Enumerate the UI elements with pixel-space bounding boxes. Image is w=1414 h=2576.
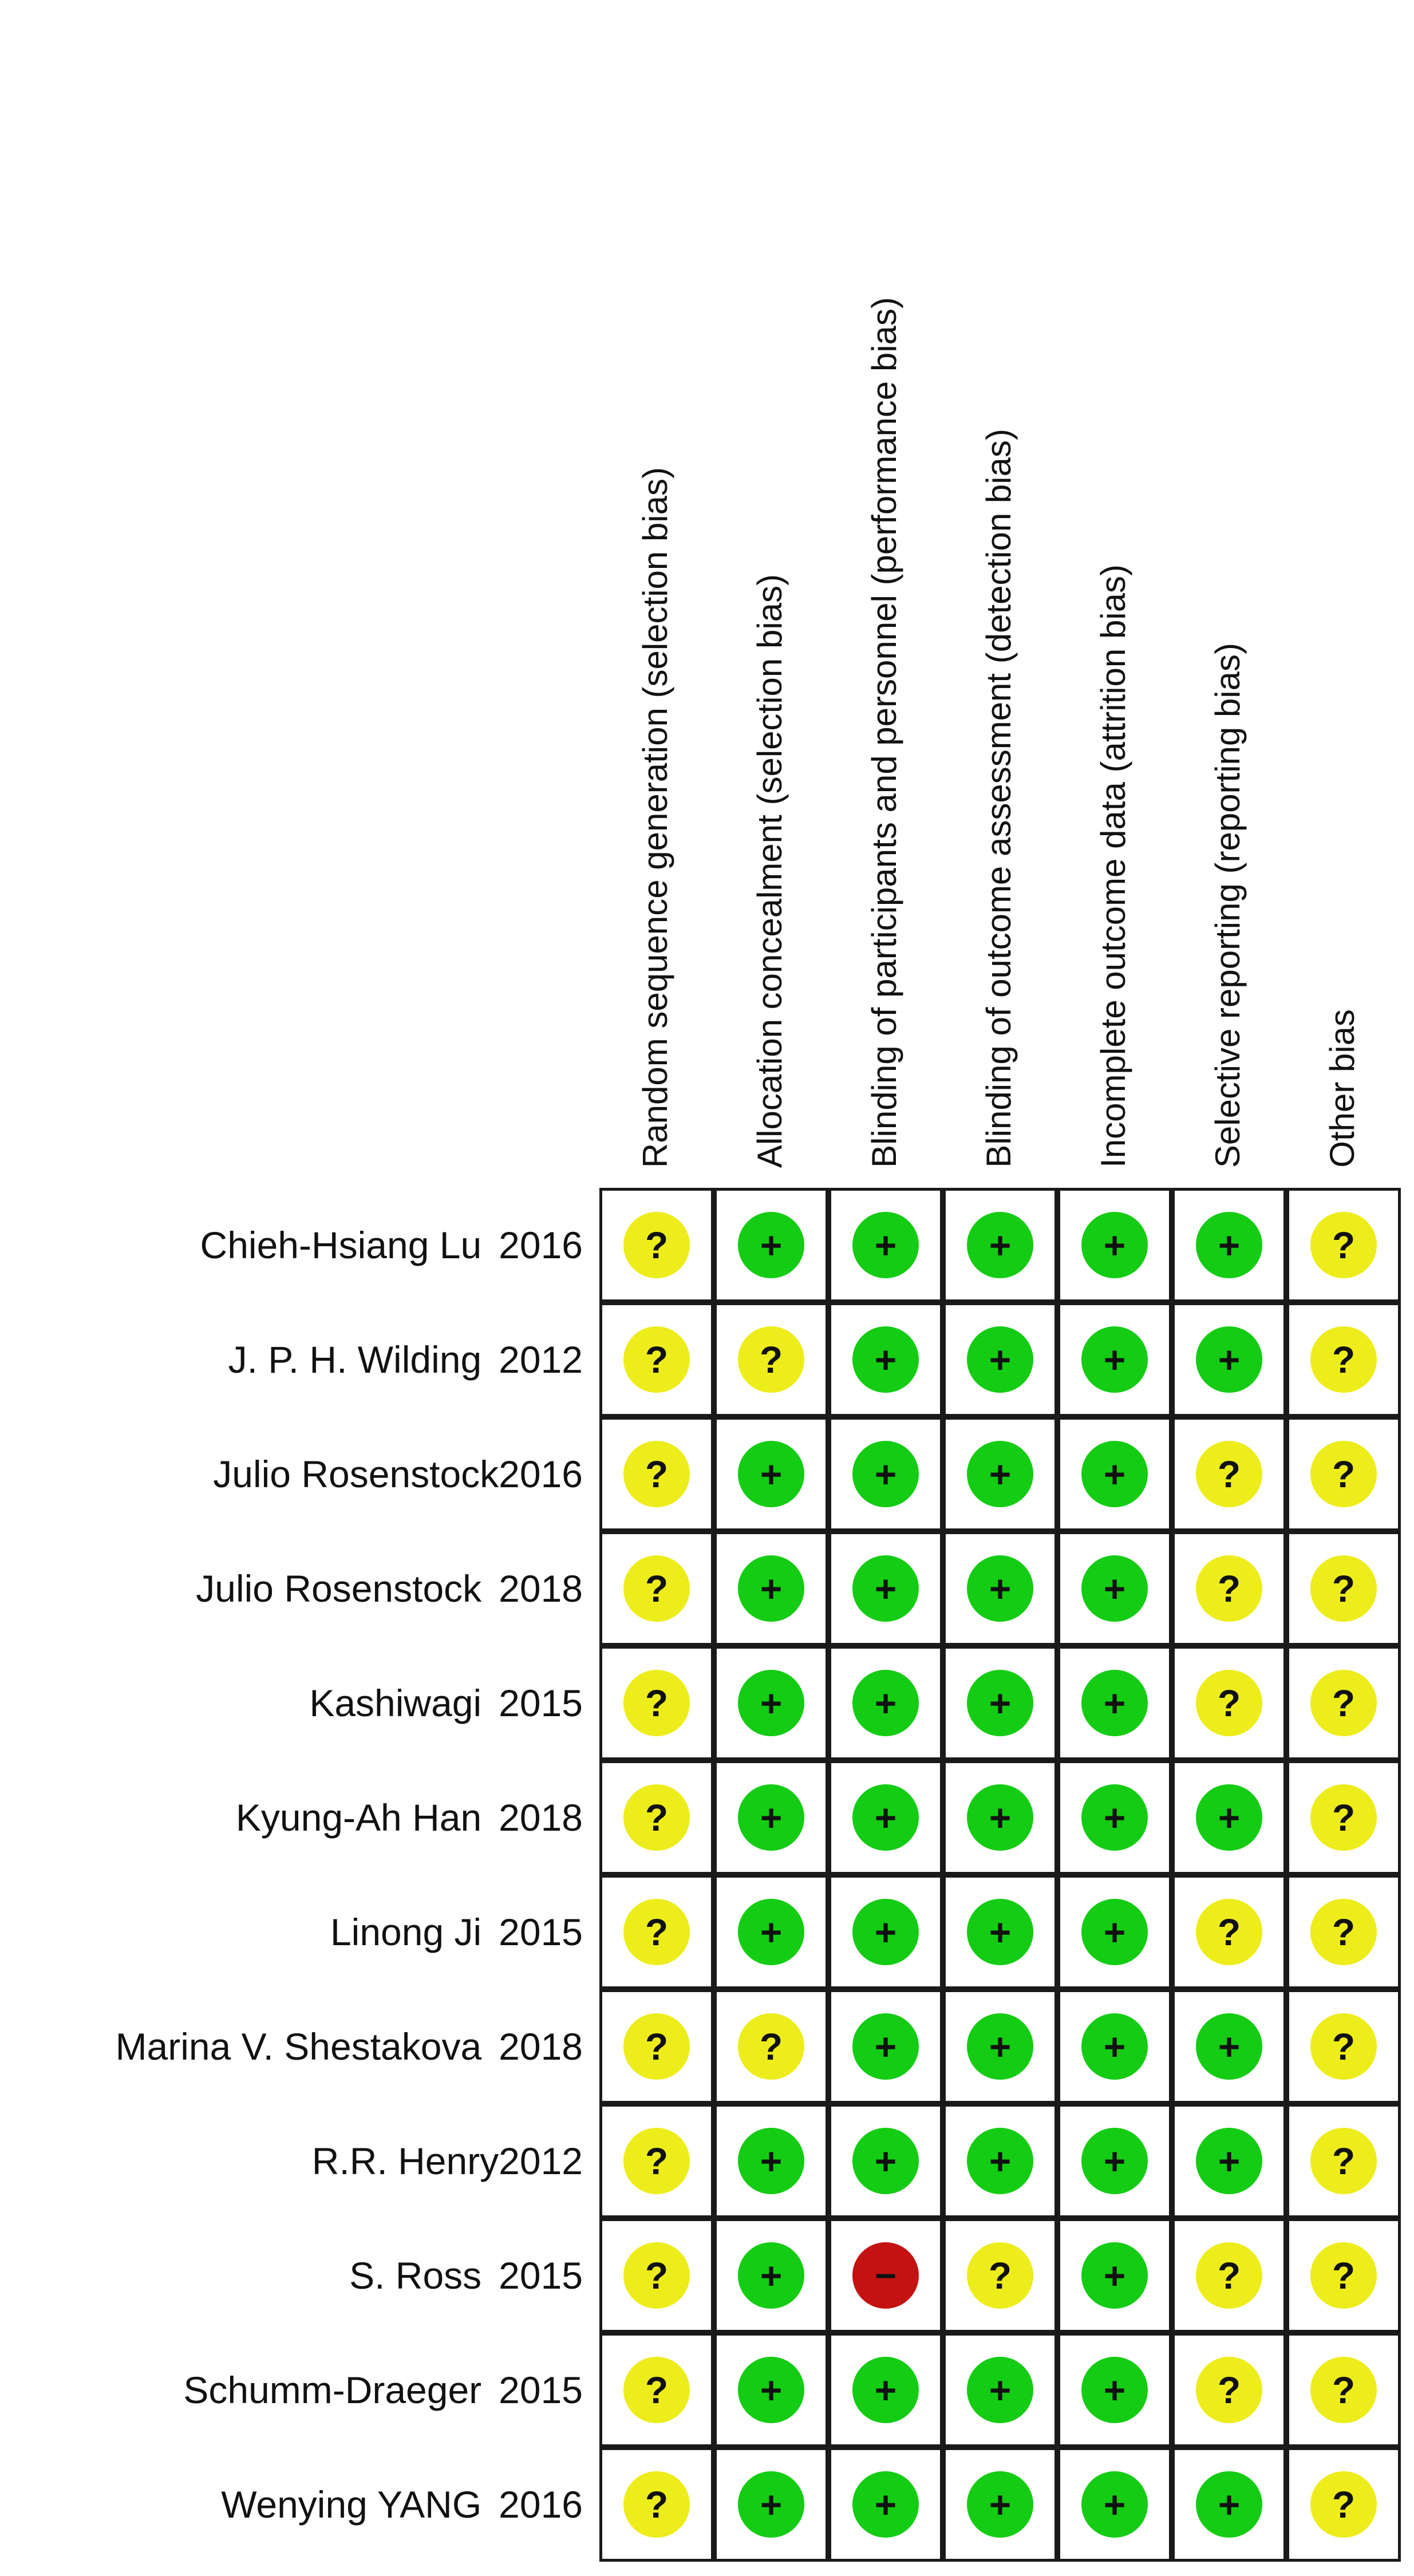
low-risk-marker: +: [967, 1555, 1033, 1622]
grid-cell: [1286, 2218, 1401, 2333]
study-year: 2015: [499, 2369, 583, 2411]
grid-cell: [828, 1646, 943, 1760]
grid-cell: [1057, 1760, 1172, 1875]
study-year: 2016: [499, 1224, 583, 1266]
grid-cell: [1057, 1875, 1172, 1989]
low-risk-marker: +: [967, 2471, 1033, 2538]
grid-cell: [1057, 1302, 1172, 1417]
low-risk-marker: +: [967, 2013, 1033, 2080]
grid-cell: [1057, 2447, 1172, 2562]
grid-cell: [1286, 1302, 1401, 1417]
grid-cell: [1286, 1875, 1401, 1989]
unclear-risk-marker: ?: [967, 2242, 1033, 2309]
unclear-risk-marker: ?: [1310, 1212, 1377, 1278]
study-author: Julio Rosenstock: [196, 1567, 482, 1610]
grid-cell: [1286, 2104, 1401, 2218]
low-risk-marker: +: [1196, 2471, 1262, 2538]
unclear-risk-marker: ?: [1196, 2357, 1262, 2423]
grid-cell: [1286, 1646, 1401, 1760]
grid-cell: [828, 1760, 943, 1875]
low-risk-marker: +: [738, 2471, 804, 2538]
unclear-risk-marker: ?: [623, 2242, 690, 2309]
grid-cell: [599, 1531, 714, 1646]
grid-cell: [1172, 1760, 1286, 1875]
low-risk-marker: +: [1081, 1899, 1148, 1965]
grid-cell: [1172, 1531, 1286, 1646]
grid-cell: [599, 1760, 714, 1875]
unclear-risk-marker: ?: [1310, 2242, 1377, 2309]
grid-cell: [1057, 1531, 1172, 1646]
grid-cell: [714, 1188, 828, 1302]
grid-cell: [599, 1188, 714, 1302]
grid-cell: [1172, 1989, 1286, 2104]
unclear-risk-marker: ?: [1196, 1441, 1262, 1507]
grid-cell: [943, 1760, 1057, 1875]
unclear-risk-marker: ?: [1196, 2242, 1262, 2309]
low-risk-marker: +: [738, 1784, 804, 1851]
low-risk-marker: +: [1081, 2471, 1148, 2538]
low-risk-marker: +: [738, 1899, 804, 1965]
grid-cell: [943, 1646, 1057, 1760]
grid-cell: [1057, 2218, 1172, 2333]
unclear-risk-marker: ?: [1310, 2471, 1377, 2538]
unclear-risk-marker: ?: [623, 1784, 690, 1851]
study-label: [0, 2104, 583, 2218]
domain-label-incomplete-outcome: Incomplete outcome data (attrition bias): [1094, 564, 1132, 1168]
low-risk-marker: +: [852, 1326, 919, 1393]
grid-cell: [1057, 1417, 1172, 1531]
grid-cell: [943, 1989, 1057, 2104]
domain-label-blinding-participants: Blinding of participants and personnel (performance bias): [865, 297, 903, 1168]
grid-cell: [599, 1875, 714, 1989]
study-author: Wenying YANG: [221, 2483, 482, 2526]
low-risk-marker: +: [967, 1784, 1033, 1851]
grid-cell: [714, 2104, 828, 2218]
study-label: [0, 1302, 583, 1417]
study-author: Kashiwagi: [309, 1682, 482, 1724]
low-risk-marker: +: [1081, 1326, 1148, 1393]
grid-cell: [714, 2218, 828, 2333]
unclear-risk-marker: ?: [1196, 1899, 1262, 1965]
unclear-risk-marker: ?: [623, 2471, 690, 2538]
study-label: [0, 1188, 583, 1302]
study-label: [0, 1646, 583, 1760]
unclear-risk-marker: ?: [623, 1899, 690, 1965]
grid-cell: [943, 2333, 1057, 2447]
unclear-risk-marker: ?: [1310, 1670, 1377, 1736]
unclear-risk-marker: ?: [1196, 1670, 1262, 1736]
unclear-risk-marker: ?: [623, 2013, 690, 2080]
unclear-risk-marker: ?: [1310, 1784, 1377, 1851]
low-risk-marker: +: [1081, 1670, 1148, 1736]
study-year: 2015: [499, 1911, 583, 1953]
low-risk-marker: +: [1196, 1212, 1262, 1278]
grid-cell: [828, 1417, 943, 1531]
study-label: [0, 2333, 583, 2447]
grid-cell: [1172, 2447, 1286, 2562]
low-risk-marker: +: [738, 2128, 804, 2194]
unclear-risk-marker: ?: [623, 2357, 690, 2423]
unclear-risk-marker: ?: [623, 1555, 690, 1622]
study-label: [0, 1760, 583, 1875]
low-risk-marker: +: [738, 2242, 804, 2309]
study-label: [0, 2218, 583, 2333]
domain-label-random-sequence: Random sequence generation (selection bias): [636, 467, 674, 1168]
grid-cell: [1057, 1989, 1172, 2104]
grid-cell: [1286, 1531, 1401, 1646]
grid-cell: [1172, 1646, 1286, 1760]
study-author: Chieh-Hsiang Lu: [200, 1224, 482, 1266]
grid-cell: [599, 1646, 714, 1760]
domain-label-selective-reporting: Selective reporting (reporting bias): [1208, 642, 1247, 1168]
study-year: 2012: [499, 1338, 583, 1381]
study-year: 2015: [499, 1682, 583, 1724]
low-risk-marker: +: [852, 2128, 919, 2194]
low-risk-marker: +: [738, 1555, 804, 1622]
unclear-risk-marker: ?: [1310, 2357, 1377, 2423]
low-risk-marker: +: [967, 1899, 1033, 1965]
low-risk-marker: +: [967, 2357, 1033, 2423]
unclear-risk-marker: ?: [623, 1670, 690, 1736]
grid-cell: [943, 1875, 1057, 1989]
low-risk-marker: +: [1081, 2357, 1148, 2423]
low-risk-marker: +: [1081, 2128, 1148, 2194]
study-year: 2018: [499, 1567, 583, 1610]
study-labels: [0, 1188, 590, 2562]
grid-cell: [828, 1188, 943, 1302]
grid-cell: [1172, 2218, 1286, 2333]
grid-cell: [828, 1531, 943, 1646]
grid-cell: [599, 2104, 714, 2218]
study-author: S. Ross: [349, 2254, 482, 2297]
grid-cell: [943, 2218, 1057, 2333]
grid-cell: [714, 1646, 828, 1760]
low-risk-marker: +: [1081, 1441, 1148, 1507]
grid-cell: [599, 1989, 714, 2104]
grid-cell: [1172, 1188, 1286, 1302]
grid-cell: [1286, 1760, 1401, 1875]
grid-cell: [714, 1875, 828, 1989]
grid-cell: [599, 1417, 714, 1531]
low-risk-marker: +: [967, 1212, 1033, 1278]
grid-cell: [1286, 2333, 1401, 2447]
grid-cell: [714, 1989, 828, 2104]
study-year: 2012: [499, 2140, 583, 2182]
low-risk-marker: +: [852, 1555, 919, 1622]
low-risk-marker: +: [1196, 2013, 1262, 2080]
study-year: 2016: [499, 1453, 583, 1495]
grid-cell: [599, 2218, 714, 2333]
study-label: [0, 1875, 583, 1989]
domain-label-allocation-concealment: Allocation concealment (selection bias): [751, 574, 789, 1168]
grid-cell: [714, 1417, 828, 1531]
grid-cell: [1057, 1188, 1172, 1302]
unclear-risk-marker: ?: [1310, 1555, 1377, 1622]
low-risk-marker: +: [967, 1670, 1033, 1736]
low-risk-marker: +: [852, 2357, 919, 2423]
grid-cell: [943, 1302, 1057, 1417]
unclear-risk-marker: ?: [623, 1441, 690, 1507]
low-risk-marker: +: [852, 2471, 919, 2538]
low-risk-marker: +: [1196, 1784, 1262, 1851]
grid-cell: [1286, 2447, 1401, 2562]
study-year: 2015: [499, 2254, 583, 2297]
low-risk-marker: +: [967, 1441, 1033, 1507]
unclear-risk-marker: ?: [1310, 1441, 1377, 1507]
low-risk-marker: +: [738, 1670, 804, 1736]
grid-cell: [943, 1417, 1057, 1531]
grid-cell: [943, 1188, 1057, 1302]
low-risk-marker: +: [1081, 2242, 1148, 2309]
low-risk-marker: +: [738, 2357, 804, 2423]
low-risk-marker: +: [738, 1212, 804, 1278]
low-risk-marker: +: [1196, 1326, 1262, 1393]
grid-cell: [599, 2447, 714, 2562]
low-risk-marker: +: [1196, 2128, 1262, 2194]
study-author: Schumm-Draeger: [183, 2369, 482, 2411]
low-risk-marker: +: [852, 1441, 919, 1507]
study-year: 2018: [499, 2025, 583, 2068]
grid-cell: [1286, 1989, 1401, 2104]
study-author: Kyung-Ah Han: [235, 1796, 482, 1839]
grid-cell: [1057, 2104, 1172, 2218]
unclear-risk-marker: ?: [738, 2013, 804, 2080]
grid-cell: [828, 2104, 943, 2218]
grid-cell: [599, 1302, 714, 1417]
grid-cell: [1172, 1302, 1286, 1417]
study-author: R.R. Henry: [311, 2140, 499, 2182]
low-risk-marker: +: [1081, 1555, 1148, 1622]
low-risk-marker: +: [738, 1441, 804, 1507]
study-year: 2016: [499, 2483, 583, 2526]
low-risk-marker: +: [967, 1326, 1033, 1393]
grid-cell: [714, 2333, 828, 2447]
grid-cell: [1172, 1875, 1286, 1989]
grid-cell: [1172, 2333, 1286, 2447]
grid-cell: [943, 1531, 1057, 1646]
unclear-risk-marker: ?: [1310, 2128, 1377, 2194]
grid-cell: [828, 2333, 943, 2447]
study-label: [0, 2447, 583, 2562]
grid-cell: [828, 2447, 943, 2562]
grid-cell: [828, 1989, 943, 2104]
low-risk-marker: +: [1081, 2013, 1148, 2080]
domain-label-other-bias: Other bias: [1323, 1009, 1361, 1168]
domain-headers: [0, 0, 1414, 1188]
low-risk-marker: +: [852, 1784, 919, 1851]
low-risk-marker: +: [852, 1899, 919, 1965]
grid-cell: [828, 2218, 943, 2333]
unclear-risk-marker: ?: [623, 2128, 690, 2194]
grid-cell: [943, 2104, 1057, 2218]
unclear-risk-marker: ?: [738, 1326, 804, 1393]
unclear-risk-marker: ?: [1310, 1899, 1377, 1965]
study-author: Linong Ji: [330, 1911, 482, 1953]
high-risk-marker: −: [852, 2242, 919, 2309]
grid-cell: [714, 2447, 828, 2562]
grid-cell: [1057, 2333, 1172, 2447]
study-label: [0, 1417, 583, 1531]
grid-cell: [714, 1302, 828, 1417]
grid-cell: [943, 2447, 1057, 2562]
unclear-risk-marker: ?: [1196, 1555, 1262, 1622]
grid-cell: [1286, 1188, 1401, 1302]
grid-cell: [1286, 1417, 1401, 1531]
low-risk-marker: +: [852, 1670, 919, 1736]
study-label: [0, 1989, 583, 2104]
unclear-risk-marker: ?: [623, 1326, 690, 1393]
domain-label-blinding-outcome: Blinding of outcome assessment (detection bias): [979, 429, 1018, 1168]
low-risk-marker: +: [1081, 1212, 1148, 1278]
low-risk-marker: +: [967, 2128, 1033, 2194]
unclear-risk-marker: ?: [1310, 1326, 1377, 1393]
grid-cell: [714, 1760, 828, 1875]
study-author: Julio Rosenstock: [213, 1453, 499, 1495]
low-risk-marker: +: [852, 2013, 919, 2080]
study-year: 2018: [499, 1796, 583, 1839]
grid-cell: [599, 2333, 714, 2447]
study-author: J. P. H. Wilding: [228, 1338, 482, 1381]
grid-cell: [714, 1531, 828, 1646]
study-label: [0, 1531, 583, 1646]
grid-cell: [1057, 1646, 1172, 1760]
study-author: Marina V. Shestakova: [115, 2025, 482, 2068]
grid-cell: [828, 1302, 943, 1417]
grid-cell: [1172, 2104, 1286, 2218]
unclear-risk-marker: ?: [1310, 2013, 1377, 2080]
grid-cell: [828, 1875, 943, 1989]
grid-cell: [1172, 1417, 1286, 1531]
low-risk-marker: +: [852, 1212, 919, 1278]
unclear-risk-marker: ?: [623, 1212, 690, 1278]
low-risk-marker: +: [1081, 1784, 1148, 1851]
